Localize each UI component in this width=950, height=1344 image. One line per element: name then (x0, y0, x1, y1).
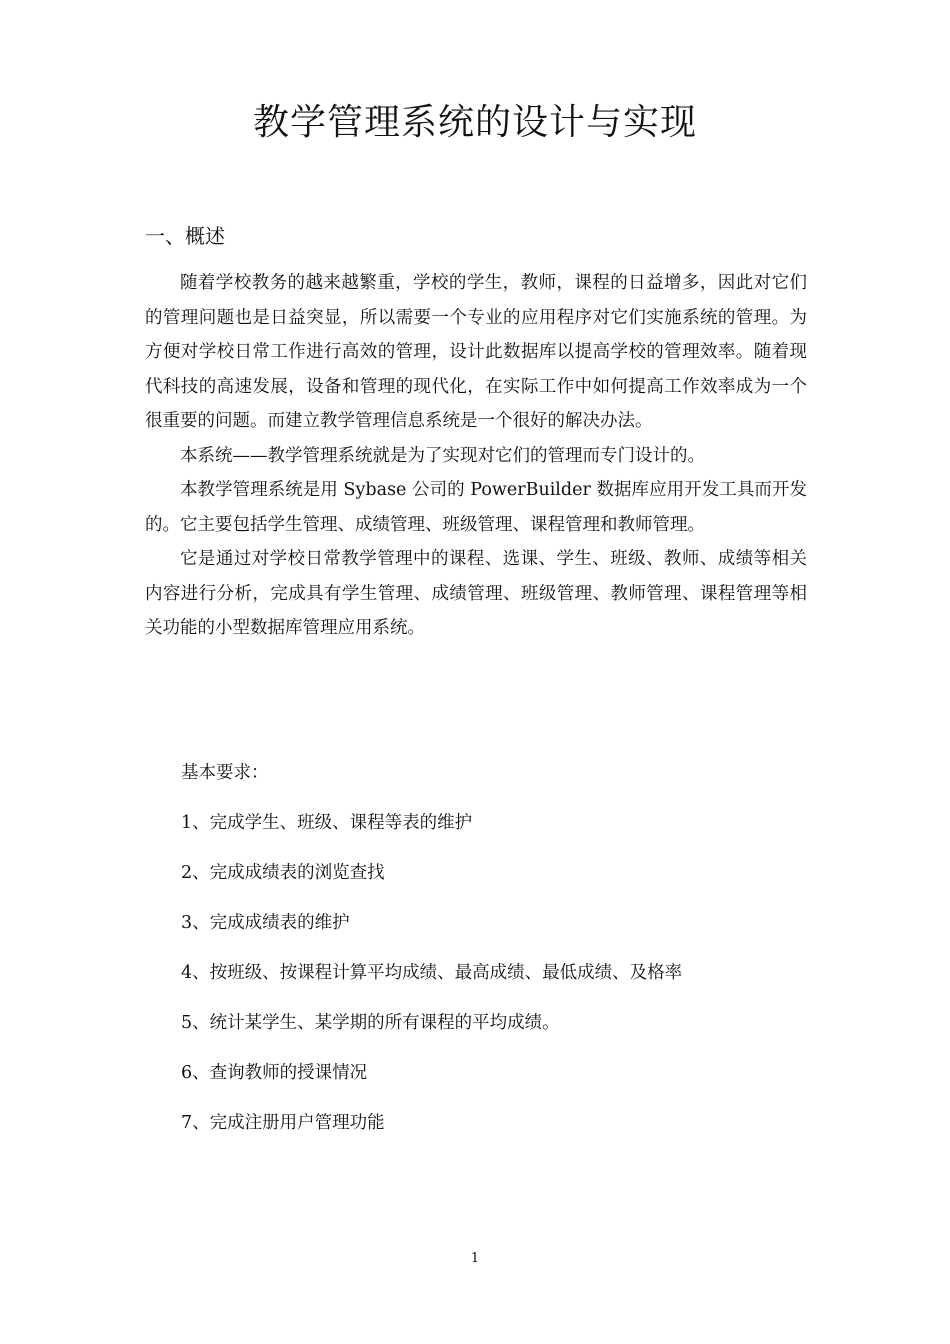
requirements-heading: 基本要求： (181, 763, 269, 783)
paragraph: 本教学管理系统是用 Sybase 公司的 PowerBuilder 数据库应用开发工具而开发的。它主要包括学生管理、成绩管理、班级管理、课程管理和教师管理。 (145, 480, 807, 535)
requirement-item: 6、查询教师的授课情况 (181, 1063, 368, 1083)
paragraph: 本系统——教学管理系统就是为了实现对它们的管理而专门设计的。 (180, 445, 705, 466)
page-number: 1 (470, 1251, 480, 1266)
overview-body (145, 266, 807, 646)
document-title: 教学管理系统的设计与实现 (252, 102, 697, 143)
requirements-section (181, 758, 801, 1158)
paragraph: 随着学校教务的越来越繁重，学校的学生，教师，课程的日益增多，因此对它们的管理问题也是日益突显，所以需要一个专业的应用程序对它们实施系统的管理。为方便对学校日常工作进行高效的管理，设计此数据库以提高学校的管理效率。随着现代科技的高速发展，设备和管理的现代化，在实际工作中如何提高工作效率成为一个很重要的问题。而建立教学管理信息系统是一个很好的解决办法。 (145, 273, 807, 431)
requirements-list (181, 808, 801, 1138)
requirement-item: 5、统计某学生、某学期的所有课程的平均成绩。 (181, 1013, 560, 1033)
requirement-item: 4、按班级、按课程计算平均成绩、最高成绩、最低成绩、及格率 (181, 963, 683, 983)
requirement-item: 2、完成成绩表的浏览查找 (181, 863, 385, 883)
requirement-item: 7、完成注册用户管理功能 (181, 1113, 385, 1133)
section-heading-overview: 一、概述 (145, 224, 225, 248)
paragraph: 它是通过对学校日常教学管理中的课程、选课、学生、班级、教师、成绩等相关内容进行分析，完成具有学生管理、成绩管理、班级管理、教师管理、课程管理等相关功能的小型数据库管理应用系统。 (145, 549, 807, 638)
requirement-item: 1、完成学生、班级、课程等表的维护 (181, 813, 473, 833)
requirement-item: 3、完成成绩表的维护 (181, 913, 350, 933)
